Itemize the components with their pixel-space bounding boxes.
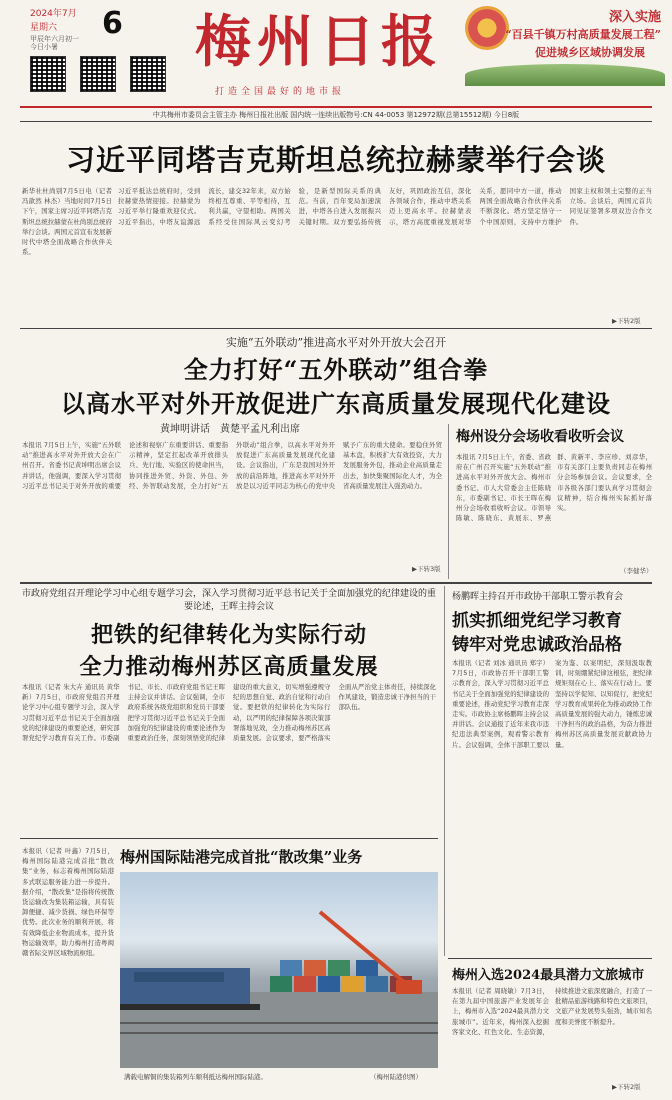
promo-line-3: 促进城乡区域协调发展 [535,46,645,59]
conference-headline-2[interactable]: 以高水平对外开放促进广东高质量发展现代化建设 [61,389,611,418]
emblem-icon [465,6,509,50]
warning-kicker: 杨鹏晖主持召开市政协干部职工警示教育会 [452,592,624,602]
section-rule [20,838,438,839]
warning-headline-2[interactable]: 铸牢对党忠诚政治品格 [452,635,622,655]
lead-headline[interactable]: 习近平同塔吉克斯坦总统拉赫蒙举行会谈 [65,143,606,177]
port-body: 本报讯（记者 叶鑫）7月5日，梅州国际陆港完成首批“散改集”业务，标志着梅州国际陆港多式联运服务能力进一步提升。据介绍，“散改集”是指将传统散货运输改为集装箱运输，具有装卸便捷、减少货损、绿色环保等优势。此次业务的顺利开展，将有效降低企业物流成本，提升货物运输效率，助力梅州打造粤闽赣省际交界区域物流枢纽。 [22,847,114,958]
landscape-illustration [465,64,665,86]
tourism-headline[interactable]: 梅州入选2024最具潜力文旅城市 [452,968,645,983]
year-month: 2024年7月 [30,9,77,19]
port-photo[interactable] [120,872,438,1068]
qr-code-3[interactable] [130,56,170,92]
masthead-rule [20,106,652,108]
photo-credit: （梅州陆港供图） [370,1073,422,1081]
qr-icon [80,56,116,92]
newspaper-title: 梅州日报 [195,9,443,75]
qr-icon [30,56,66,92]
port-headline[interactable]: 梅州国际陆港完成首批“散改集”业务 [120,848,363,866]
photo-caption: 满载电解铜的集装箱列车顺利抵达梅州国际陆港。 [124,1073,267,1081]
conference-headline-1[interactable]: 全力打好“五外联动”组合拳 [183,355,489,384]
column-divider [444,586,445,956]
date-block [30,6,130,51]
day-number: 6 [102,6,123,41]
section-rule [20,582,652,584]
study-headline-1[interactable]: 把铁的纪律转化为实际行动 [90,622,367,648]
newspaper-slogan: 打造全国最好的地市报 [215,87,346,97]
lead-intro: 新华社杜尚别7月5日电（记者 冯歆然 林杰）当地时间7月5日下午，国家主席习近平同塔吉克斯坦总统拉赫蒙在杜尚别总统府举行会谈。两国元首宣布发展新时代中塔全面战略合作伙伴关系。 [22,187,112,257]
promo-line-2: “百县千镇万村高质量发展工程” [505,28,661,41]
lead-body: 习近平抵达总统府时，受到拉赫蒙热情迎接。拉赫蒙为习近平举行隆重欢迎仪式。习近平指出，中塔友谊源远流长，建交32年来，双方始终相互尊重、平等相待，互利共赢，守望相助。两国关系经受住国际风云变幻考验，是新型国际关系的典范。当前，百年变局加速演进，中塔各自进入发展振兴关键时期。双方要弘扬传统友好，巩固政治互信，深化各领域合作，推动中塔关系迈上更高水平。拉赫蒙表示，塔方高度重视发展对华关系，愿同中方一道，推动两国全面战略合作伙伴关系不断深化。塔方坚定恪守一个中国原则，支持中方维护国家主权和领土完整的正当立场。会谈后，两国元首共同见证签署多项双边合作文件。 [118,187,652,226]
imprint-rule [20,121,652,122]
side-brief-author: （李健华） [620,567,653,575]
qr-code-2[interactable] [80,56,120,92]
study-body: 本报讯（记者 朱大卉 通讯员 黄华新）7月5日，市政府党组召开理论学习中心组专题学习会，深入学习贯彻习近平总书记关于全面加强党的纪律建设的重要论述，研究部署党纪学习教育有关工作。市委副书记、市长、市政府党组书记王晖主持会议并讲话。会议强调，全市政府系统各级党组织和党员干部要把学习贯彻习近平总书记关于全面加强党的纪律建设的重要论述作为重要政治任务，深刻领悟党的纪律建设的重大意义，切实增强遵规守纪的思想自觉、政治自觉和行动自觉。要把铁的纪律转化为实际行动，以严明的纪律保障各项决策部署落地见效，全力推动梅州苏区高质量发展。会议要求，要严格落实全面从严治党主体责任，持续深化作风建设，锻造忠诚干净担当的干部队伍。 [22,683,436,743]
promo-banner[interactable] [465,4,665,86]
study-kicker: 市政府党组召开理论学习中心组专题学习会，深入学习贯彻习近平总书记关于全面加强党的纪律建设的重要论述，王晖主持会议 [22,589,437,612]
qr-code-1[interactable] [30,56,70,92]
conference-kicker: 实施“五外联动”推进高水平对外开放大会召开 [225,336,447,349]
side-brief-body: 本报讯 7月5日上午，省委、省政府在广州召开实施“五外联动”推进高水平对外开放大会。梅州市委书记、市人大常委会主任陈晓东，市委副书记、市长王晖在梅州分会场收看收听会议。市领导陈敏、陈晓东、黄展东、罗燕群、黄新平、李应珍、刘彦华，市有关部门主要负责同志在梅州分会场参加会议。会议要求，全市各级各部门要认真学习贯彻会议精神，结合梅州实际抓好落实。 [456,453,652,523]
weekday: 星期六 [30,23,58,33]
section-rule [20,328,652,329]
lunar-date: 甲辰年六月初一 [30,35,79,43]
freight-train-illustration [120,872,438,1068]
conference-body: 本报讯 7月5日上午，实施“五外联动”推进高水平对外开放大会在广州召开。省委书记黄坤明出席会议并讲话，他强调，要深入学习贯彻习近平总书记关于对外开放的重要论述和视察广东重要讲话、重要指示精神，坚定扛起改革开放排头兵、先行地、实验区的使命担当，协同推进外贸、外资、外包、外经、外智联动发展，全力打好“五外联动”组合拳，以高水平对外开放促进广东高质量发展现代化建设。会议指出，广东是我国对外开放的前沿阵地，推进高水平对外开放是以习近平同志为核心的党中央赋予广东的重大使命。要稳住外贸基本盘，积极扩大有效投资，大力发展服务外包，推动企业高质量走出去，加快集聚国际化人才，为全省高质量发展注入强劲动力。 [22,441,442,490]
side-brief-headline[interactable]: 梅州设分会场收看收听会议 [456,429,624,445]
tourism-jump[interactable]: ▶下转2版 [612,1083,641,1091]
imprint-line: 中共梅州市委员会主管主办 梅州日报社出版 国内统一连续出版物号:CN 44-0053 第12972期(总第15512期) 今日8版 [152,111,520,119]
section-rule [448,958,652,959]
qr-icon [130,56,166,92]
tourism-body: 本报讯（记者 周晓敏）7月3日，在第九届中国旅游产业发展年会上，梅州市入选“2024最具潜力文旅城市”。近年来，梅州深入挖掘客家文化、红色文化、生态资源，持续推进文旅深度融合，打造了一批精品旅游线路和特色文旅项目，文旅产业发展势头强劲，城市知名度和美誉度不断提升。 [452,987,652,1036]
conference-jump[interactable]: ▶下转3版 [412,565,441,573]
solar-term: 今日小暑 [30,43,58,51]
column-divider [448,424,449,579]
warning-body: 本报讯（记者 刘冰 通讯员 郑宇）7月5日，市政协召开干部职工警示教育会，深入学习贯彻习近平总书记关于全面加强党的纪律建设的重要论述，推动党纪学习教育走深走实。市政协主席杨鹏晖主持会议并讲话。会议通报了近年来我市违纪违法典型案例，观看警示教育片。会议强调，全体干部职工要以案为鉴、以案明纪，深刻汲取教训，时刻绷紧纪律这根弦，把纪律规矩刻在心上、落实在行动上。要坚持以学促知、以知促行，把党纪学习教育成果转化为推动政协工作高质量发展的强大动力，锤炼忠诚干净担当的政治品格，为奋力推进梅州苏区高质量发展贡献政协力量。 [452,659,652,749]
lead-jump[interactable]: ▶下转2版 [612,317,641,325]
conference-byline: 黄坤明讲话 黄楚平孟凡利出席 [160,424,300,435]
warning-headline-1[interactable]: 抓实抓细党纪学习教育 [452,611,622,631]
study-headline-2[interactable]: 全力推动梅州苏区高质量发展 [79,654,379,680]
promo-line-1: 深入实施 [608,10,661,25]
